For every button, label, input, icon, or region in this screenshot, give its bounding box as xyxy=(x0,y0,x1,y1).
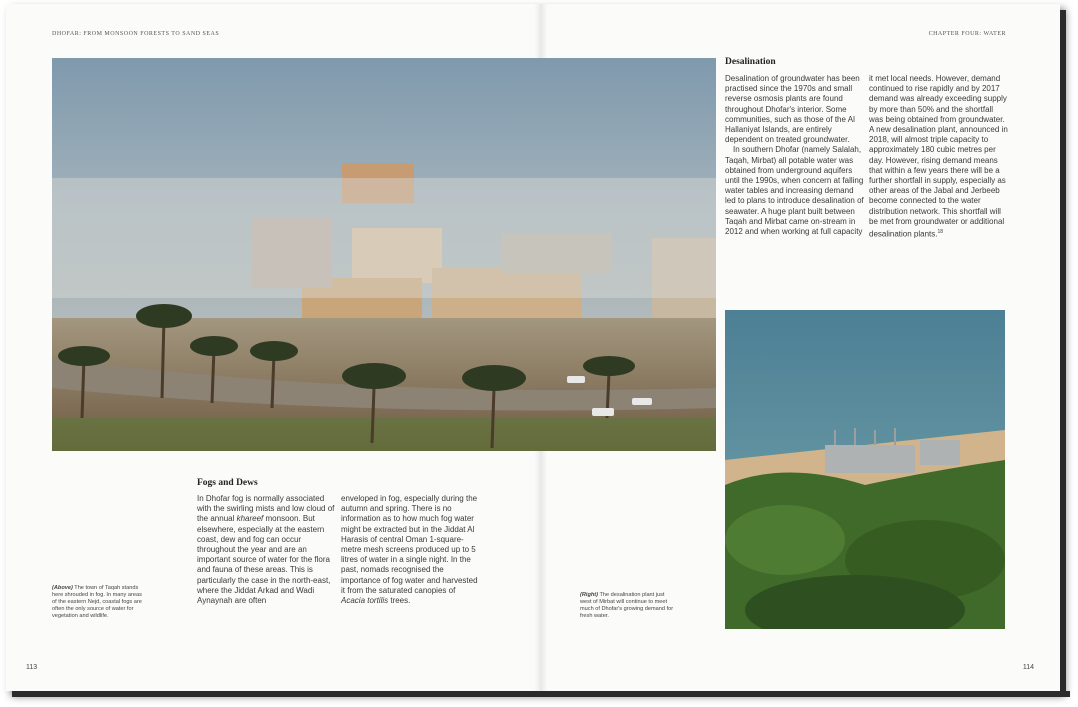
caption-right-label: (Right) xyxy=(580,592,599,598)
photo-taqah-fog-image xyxy=(52,58,716,451)
desalination-paragraph-1: Desalination of groundwater has been practised since the 1970s and small reverse osmosis plants are found throughout Dhofar's interior. Some communities, such as those of the Al Hallaniyat Islands, are entirely dependent on treated groundwater. xyxy=(725,74,860,145)
fogs-text-1a: In Dhofar fog is normally associated with the swirling mists and low cloud of the annual xyxy=(197,494,335,524)
page-number-right: 114 xyxy=(1022,664,1034,671)
page-edge-right xyxy=(1060,10,1066,694)
page-edge-bottom xyxy=(12,691,1070,697)
desalination-column-2 xyxy=(869,74,1009,240)
photo-desalination-plant xyxy=(725,310,1005,629)
running-head-left: DHOFAR: FROM MONSOON FORESTS TO SAND SEAS xyxy=(52,31,220,37)
photo-desalination-plant-image xyxy=(725,310,1005,629)
caption-right xyxy=(580,592,676,620)
endnote-marker: 18 xyxy=(937,229,944,236)
desalination-paragraph-2: In southern Dhofar (namely Salalah, Taqah, Mirbat) all potable water was obtained from underground aquifers until the 1990s, when concern at falling water tables and increasing demand led to plans to introduce desalination of seawater. A huge plant built between Taqah and Mirbat came on-stream in 2012 and when working at full capacity xyxy=(725,145,864,237)
desalination-column-1 xyxy=(725,74,865,237)
heading-desalination: Desalination xyxy=(725,57,776,67)
caption-above xyxy=(52,585,144,620)
fogs-text-2a: enveloped in fog, especially during the autumn and spring. There is no information as to how much fog water might be extracted but in the Jiddat Al Harasis of central Oman 1-square-metre mesh screens produced up to 5 litres of water in a single night. In the past, nomads recognised the importance of fog water and harvested it from the saturated canopies of xyxy=(341,494,478,595)
caption-above-text: The town of Taqah stands here shrouded in fog. In many areas of the eastern Nejd, coastal fogs are often the only source of water for vegetation and wildlife. xyxy=(52,585,142,619)
fogs-column-1 xyxy=(197,494,337,606)
fogs-text-italic-khareef: khareef xyxy=(236,514,264,524)
desalination-paragraph-3: it met local needs. However, demand continued to rise rapidly and by 2017 demand was already exceeding supply by more than 50% and the shortfall was being obtained from groundwater. A new desalination plant, announced in 2018, will almost triple capacity to approximately 180 cubic metres per day. However, rising demand means that within a few years there will be a further shortfall in supply, especially as other areas of the Jabal and Jerbeeb become connected to the water distribution network. This shortfall will be met from groundwater or additional desalination plants. xyxy=(869,74,1008,239)
fogs-text-2b: trees. xyxy=(388,596,411,606)
page-number-left: 113 xyxy=(26,664,38,671)
fogs-text-1b: monsoon. But elsewhere, especially at the eastern coast, dew and fog can occur throughout the year and are an important source of water for the flora and fauna of these areas. This is particularly the case in the north-east, where the Jiddat Arkad and Wadi Aynaynah are often xyxy=(197,514,331,606)
fogs-text-italic-acacia: Acacia tortilis xyxy=(341,596,389,606)
fogs-column-2 xyxy=(341,494,481,606)
caption-right-text: The desalination plant just west of Mirbat will continue to meet much of Dhofar's growing demand for fresh water. xyxy=(580,592,674,619)
book-spread xyxy=(6,4,1060,691)
caption-above-label: (Above) xyxy=(52,585,73,591)
photo-taqah-fog xyxy=(52,58,716,451)
heading-fogs-and-dews: Fogs and Dews xyxy=(197,478,258,488)
running-head-right: CHAPTER FOUR: WATER xyxy=(928,31,1006,37)
